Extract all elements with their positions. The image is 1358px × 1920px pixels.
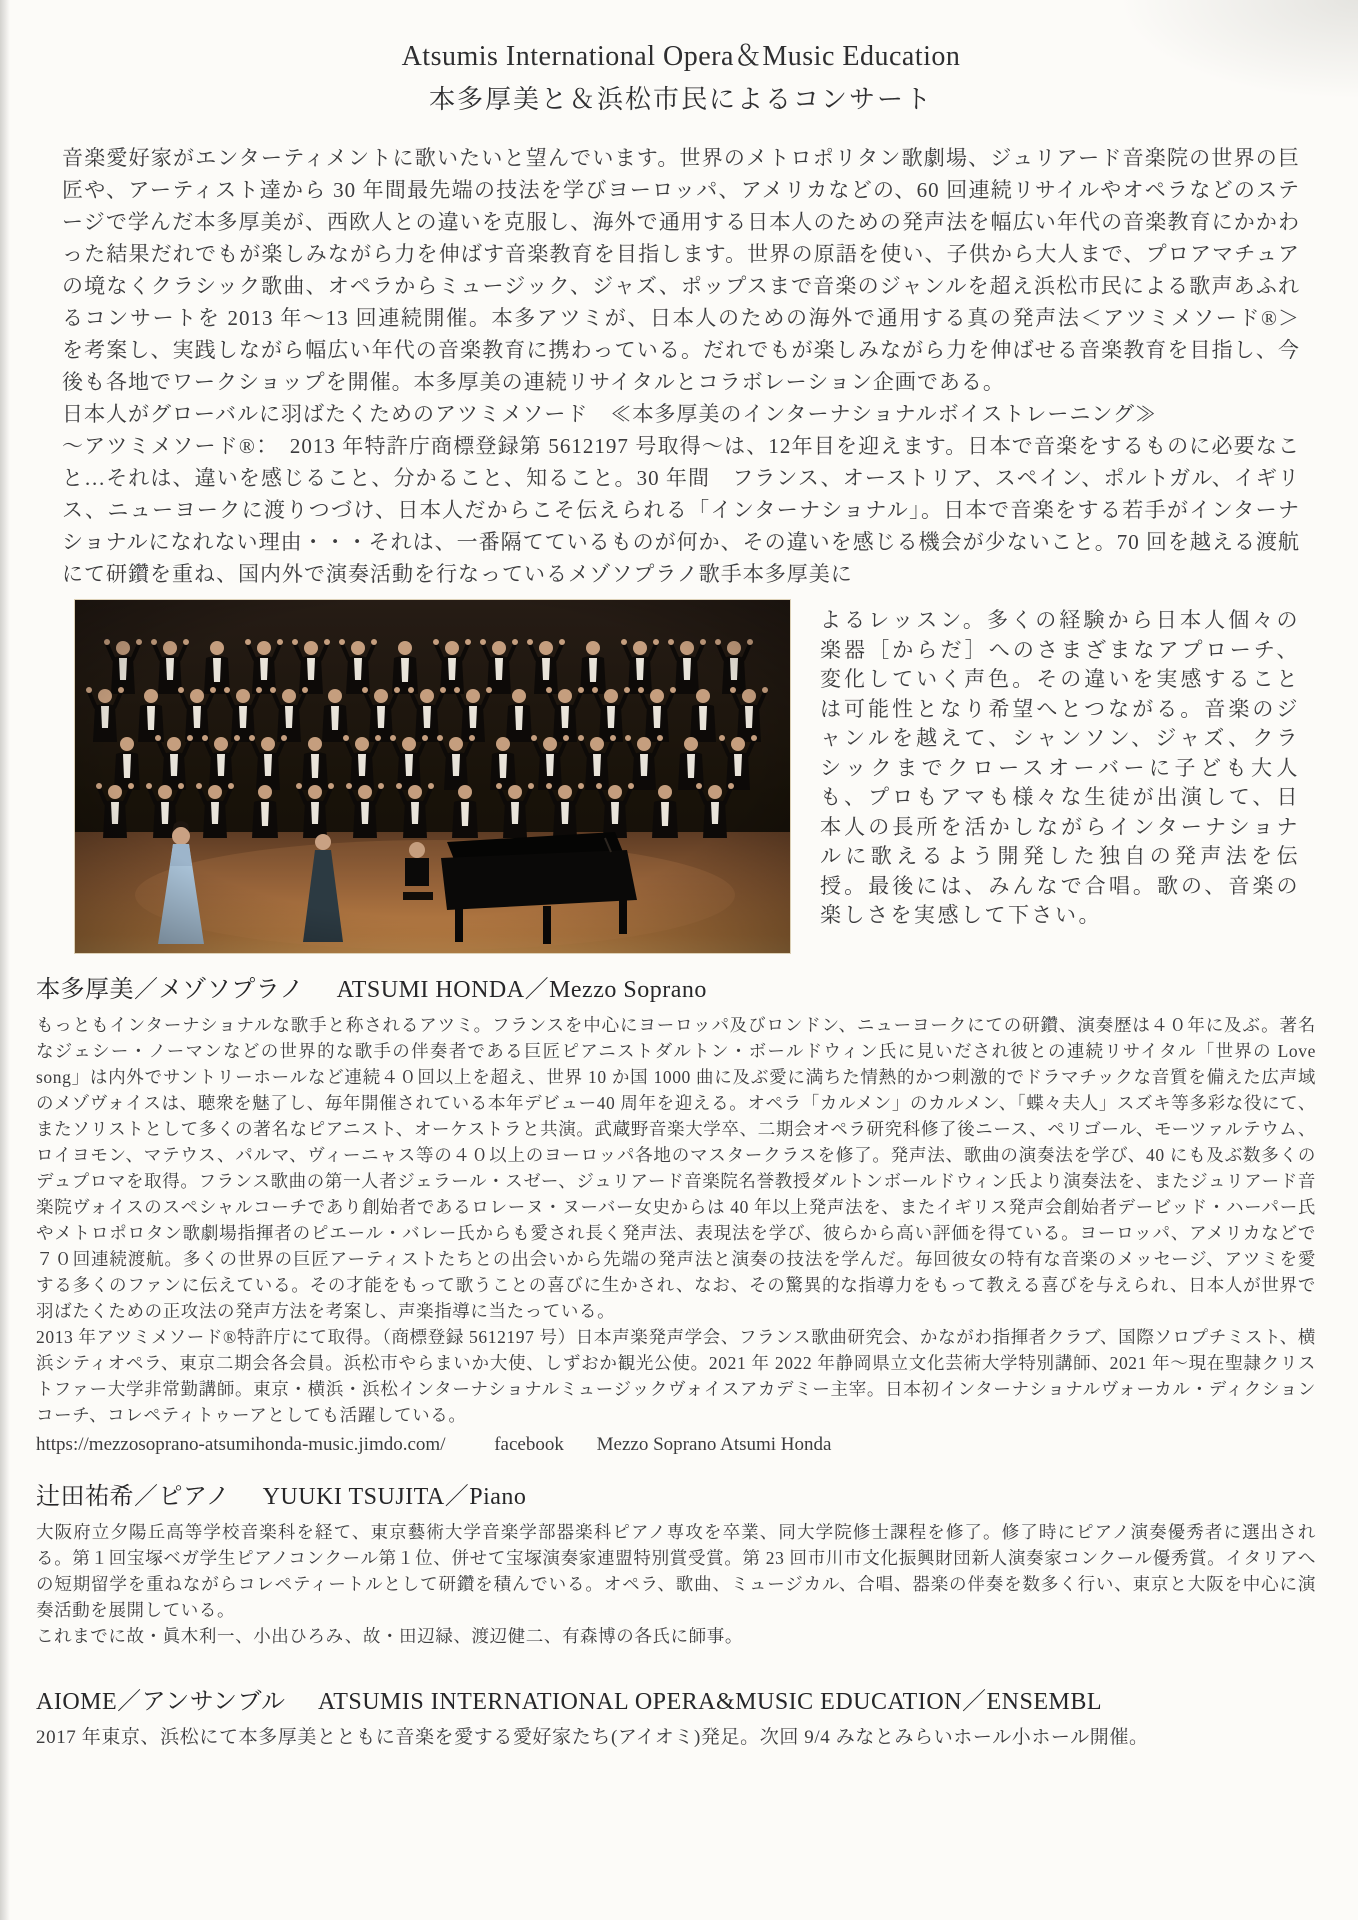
aiome-name-english: ATSUMIS INTERNATIONAL OPERA&MUSIC EDUCATION／ENSEMBL	[318, 1689, 1103, 1715]
honda-bio-paragraph-2: 2013 年アツミメソード®特許庁にて取得。（商標登録 5612197 号）日本声楽発声学会、フランス歌曲研究会、かながわ指揮者クラブ、国際ソロプチミスト、横浜シティオペラ、東京二期会各会員。浜松市やらまいか大使、しずおか観光公使。2021 年 2022 年静岡県立文化芸術大学特別講師、2021 年～現在聖隷クリストファー大学非常勤講師。東京・横浜・浜松インターナショナルミュージックヴォイスアカデミー主宰。日本初インターナショナルヴォーカル・ディクションコーチ、コレペティトゥーアとしても活躍している。	[36, 1327, 1316, 1425]
honda-name-english: ATSUMI HONDA／Mezzo Soprano	[336, 977, 707, 1003]
aiome-bio: 2017 年東京、浜松にて本多厚美とともに音楽を愛する愛好家たち(アイオミ)発足。次回 9/4 みなとみらいホール小ホール開催。	[36, 1727, 1149, 1748]
tsujita-bio-paragraph-2: これまでに故・眞木利一、小出ひろみ、故・田辺緑、渡辺健二、有森博の各氏に師事。	[36, 1626, 743, 1646]
title-japanese: 本多厚美と＆浜松市民によるコンサート	[428, 85, 933, 114]
facebook-label: facebook	[494, 1434, 564, 1455]
intro-paragraph-2: ～アツミメソード®： 2013 年特許庁商標登録第 5612197 号取得～は、12年目を迎えます。日本で音楽をするものに必要なこと…それは、違いを感じること、分かること、知ること。30 年間 フランス、オーストリア、スペイン、ポルトガル、イギリス、ニューヨークに渡りつづけ、日本人だからこそ伝えられる「インターナショナル」。日本で音楽をする若手がインターナショナルになれない理由・・・それは、一番隔てているものが何か、その違いを感じる機会が少ないこと。70 回を越える渡航にて研鑽を重ね、国内外で演奏活動を行なっているメゾソプラノ歌手本多厚美に	[62, 434, 1301, 586]
facebook-account-name: Mezzo Soprano Atsumi Honda	[596, 1434, 832, 1455]
aiome-section-heading	[36, 1681, 1316, 1716]
concert-choir-photo-art	[75, 600, 790, 953]
flyer-title-block	[62, 34, 1300, 116]
concert-choir-photo	[75, 600, 790, 953]
intro-paragraph-2-lead: 日本人がグローバルに羽ばたくためのアツミメソード ≪本多厚美のインターナショナルボイストレーニング≫	[62, 402, 1157, 426]
intro-paragraph-1: 音楽愛好家がエンターティメントに歌いたいと望んでいます。世界のメトロポリタン歌劇場、ジュリアード音楽院の世界の巨匠や、アーティスト達から 30 年間最先端の技法を学びヨーロッパ、アメリカなどの、60 回連続リサイルやオペラなどのステージで学んだ本多厚美が、西欧人との違いを克服し、海外で通用する日本人のための発声法を幅広い年代の音楽教育にかかわった結果だれでもが楽しみながら力を伸ばす音楽教育を目指します。世界の原語を使い、子供から大人まで、プロアマチュアの境なくクラシック歌曲、オペラからミュージック、ジャズ、ポップスまで音楽のジャンルを超え浜松市民による歌声あふれるコンサートを 2013 年～13 回連続開催。本多アツミが、日本人のための海外で通用する真の発声法＜アツミメソード®＞ を考案し、実践しながら幅広い年代の音楽教育に携わっている。だれでもが楽しみながら力を伸ばせる音楽教育を目指し、今後も各地でワークショップを開催。本多厚美の連続リサイタルとコラボレーション企画である。	[62, 146, 1322, 394]
photo-vignette	[75, 600, 790, 953]
honda-name-japanese: 本多厚美／メゾソプラノ	[36, 977, 305, 1003]
photo-row	[62, 600, 1300, 953]
title-english: Atsumis International Opera＆Music Education	[401, 41, 961, 72]
scan-edge-shadow	[0, 0, 10, 1920]
profiles-section	[36, 969, 1316, 1752]
honda-links-line	[36, 1434, 1316, 1456]
tsujita-name-english: YUUKI TSUJITA／Piano	[262, 1484, 527, 1510]
tsujita-bio-paragraph-1: 大阪府立夕陽丘高等学校音楽科を経て、東京藝術大学音楽学部器楽科ピアノ専攻を卒業、同大学院修士課程を修了。修了時にピアノ演奏優秀者に選出される。第１回宝塚ベガ学生ピアノコンクール第１位、併せて宝塚演奏家連盟特別賞受賞。第 23 回市川市文化振興財団新人演奏家コンクール優秀賞。イタリアへの短期留学を重ねながらコレペティートルとして研鑽を積んでいる。オペラ、歌曲、ミュージカル、合唱、器楽の伴奏を数多く行い、東京と大阪を中心に演奏活動を展開している。	[36, 1522, 1316, 1620]
website-url: https://mezzosoprano-atsumihonda-music.jimdo.com/	[36, 1434, 446, 1455]
honda-section-heading	[36, 969, 1316, 1004]
intro-section	[62, 142, 1322, 953]
aiome-name-japanese: AIOME／アンサンブル	[36, 1689, 286, 1715]
tsujita-section-heading	[36, 1476, 1316, 1511]
tsujita-name-japanese: 辻田祐希／ピアノ	[36, 1484, 231, 1510]
honda-bio-paragraph-1: もっともインターナショナルな歌手と称されるアツミ。フランスを中心にヨーロッパ及びロンドン、ニューヨークにての研鑽、演奏歴は４０年に及ぶ。著名なジェシー・ノーマンなどの世界的な歌手の伴奏者である巨匠ピアニストダルトン・ボールドウィン氏に見いだされ彼との連続リサイタル「世界の Love song」は内外でサントリーホールなど連続４０回以上を超え、世界 10 か国 1000 曲に及ぶ愛に満ちた情熱的かつ刺激的でドラマチックな音質を備えた広声域のメゾヴォイスは、聴衆を魅了し、毎年開催されている本年デビュー40 周年を迎える。オペラ「カルメン」のカルメン、「蝶々夫人」スズキ等多彩な役にて、またソリストとして多くの著名なピアニスト、オーケストラと共演。武蔵野音楽大学卒、二期会オペラ研究科修了後ニース、ペリゴール、モーツァルテウム、ロイヨモン、マテウス、パルマ、ヴィーニャス等の４０以上のヨーロッパ各地のマスタークラスを修了。発声法、歌曲の演奏法を学び、40 にも及ぶ数多くのデュプロマを取得。フランス歌曲の第一人者ジェラール・スゼー、ジュリアード音楽院名誉教授ダルトンボールドウィン氏より演奏法を、またジュリアード音楽院ヴォイスのスペシャルコーチであり創始者であるロレーヌ・ヌーバー女史からは 40 年以上発声法を、またイギリス発声会創始者デービッド・ハーパー氏やメトロポロタン歌劇場指揮者のピエール・バレー氏からも愛され長く発声法、表現法を学び、彼らから高い評価を得ている。ヨーロッパ、アメリカなどで７０回連続渡航。多くの世界の巨匠アーティストたちとの出会いから先端の発声法と演奏の技法を学んだ。毎回彼女の特有な音楽のメッセージ、アツミを愛する多くのファンに伝えている。その才能をもって歌うことの喜びに生かされ、なお、その驚異的な指導力をもって教える喜びを与えられ、日本人が世界で羽ばたくための正攻法の発声方法を考案し、声楽指導に当たっている。	[36, 1015, 1316, 1321]
intro-paragraph-2-continued: よるレッスン。多くの経験から日本人個々の楽器［からだ］へのさまざまなアプローチ、変化していく声色。その違いを実感することは可能性となり希望へとつながる。音楽のジャンルを越えて、シャンソン、ジャズ、クラシックまでクロースオーバーに子ども大人も、プロもアマも様々な生徒が出演して、日本人の長所を活かしながらインターナショナルに歌えるよう開発した独自の発声法を伝授。最後には、みんなで合唱。歌の、音楽の楽しさを実感して下さい。	[820, 608, 1300, 927]
